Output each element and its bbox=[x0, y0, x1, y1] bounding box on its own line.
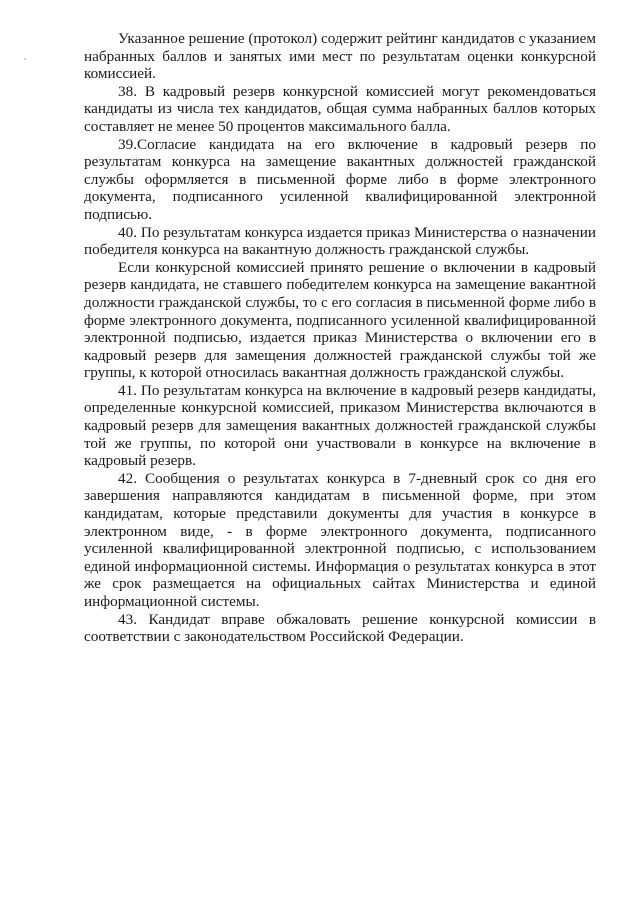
paragraph-reserve-inclusion-order: Если конкурсной комиссией принято решение о включении в кадровый резерв кандидата, не ставшего победителем конкурса на замещение вакантной должности гражданской службы, то с его согласия в письменной форме либо в форме электронного документа, подписанного усиленной квалифицированной электронной подписью, издается приказ Министерства о включении его в кадровый резерв для замещения должностей гражданской службы той же группы, к которой относилась вакантная должность гражданской службы. bbox=[84, 258, 596, 382]
paragraph-39-candidate-consent: 39.Согласие кандидата на его включение в кадровый резерв по результатам конкурса на замещение вакантных должностей гражданской службы оформляется в письменной форме либо в форме электронного документа, подписанного усиленной квалифицированной электронной подписью. bbox=[84, 135, 596, 223]
paragraph-43-appeal-right: 43. Кандидат вправе обжаловать решение конкурсной комиссии в соответствии с законодательством Российской Федерации. bbox=[84, 610, 596, 646]
scan-speck bbox=[24, 58, 26, 60]
paragraph-41-reserve-competition: 41. По результатам конкурса на включение в кадровый резерв кандидаты, определенные конкурсной комиссией, приказом Министерства включаются в кадровый резерв для замещения вакантных должностей гражданской службы той же группы, по которой они участвовали в конкурсе на включение в кадровый резерв. bbox=[84, 381, 596, 470]
paragraph-42-results-notification: 42. Сообщения о результатах конкурса в 7-дневный срок со дня его завершения направляются кандидатам в письменной форме, при этом кандидатам, которые представили документы для участия в конкурсе в электронном виде, - в форме электронного документа, подписанного усиленной квалифицированной электронной подписью, с использованием единой информационной системы. Информация о результатах конкурса в этот же срок размещается на официальных сайтах Министерства и единой информационной системы. bbox=[84, 469, 596, 610]
paragraph-protocol-rating: Указанное решение (протокол) содержит рейтинг кандидатов с указанием набранных баллов и занятых ими мест по результатам оценки конкурсной комиссией. bbox=[84, 30, 596, 83]
paragraph-38-reserve-recommendation: 38. В кадровый резерв конкурсной комиссией могут рекомендоваться кандидаты из числа тех кандидатов, общая сумма набранных баллов которых составляет не менее 50 процентов максимального балла. bbox=[84, 82, 596, 135]
document-body bbox=[84, 30, 596, 646]
paragraph-40-appointment-order: 40. По результатам конкурса издается приказ Министерства о назначении победителя конкурса на вакантную должность гражданской службы. bbox=[84, 223, 596, 259]
